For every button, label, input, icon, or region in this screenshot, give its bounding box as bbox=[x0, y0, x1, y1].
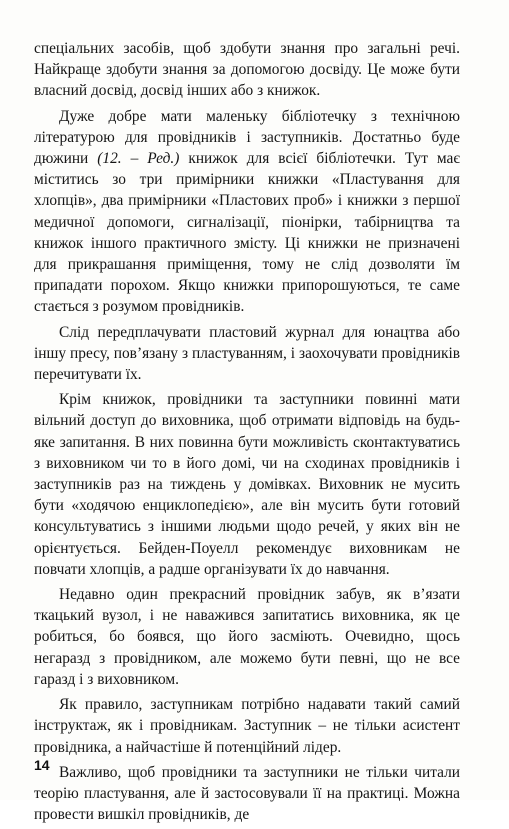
paragraph-5-text: Недавно один прекрасний провідник забув, як в’язати ткацький вузол, і не наважився запитатись виховника, як це робиться, бо боявся, що його засміють. Очевидно, щось негаразд з провідником, але можемо бути певні, що не все гаразд і з виховником. bbox=[34, 586, 460, 688]
paragraph-2-text-end: книжок для всієї бібліотечки. Тут має міститись зо три примірники книжки «Пластування для хлопців», два примірники «Пластових проб» і книжки з першої медичної допомоги, сигналізації, піонірки, табірництва та книжок іншого практичного змісту. Ці книжки не призначені для прикрашання приміщення, тому не слід дозволяти їм припадати порохом. Якщо книжки припорошуються, те саме стається з розумом провідників. bbox=[34, 150, 460, 316]
paragraph-4-text: Крім книжок, провідники та заступники повинні мати вільний доступ до виховника, щоб отримати відповідь на будь-яке запитання. В них повинна бути можливість сконтактуватись з виховником чи то в його домі, чи на сходинах провідників і заступників раз на тиждень у домівках. Виховник не мусить бути «ходячою енциклопедією», але він мусить бути готовий консультуватись з іншими людьми щодо речей, у яких він не орієнтується. Бейден-Поуелл рекомендує виховникам не повчати хлопців, а радше організувати їх до навчання. bbox=[34, 391, 460, 578]
paragraph-7-text: Важливо, щоб провідники та заступники не тільки читали теорію пластування, але й застосовували її на практиці. Можна провести вишкіл провідників, де bbox=[34, 763, 460, 824]
paragraph-4 bbox=[34, 389, 460, 580]
paragraph-3 bbox=[34, 322, 460, 386]
paragraph-2 bbox=[34, 106, 460, 318]
paragraph-6 bbox=[34, 694, 460, 758]
paragraph-3-text: Слід передплачувати пластовий журнал для юнацтва або іншу пресу, пов’язану з пластуванням, і заохочувати провідників перечитувати їх. bbox=[34, 323, 460, 384]
body-text bbox=[34, 38, 460, 829]
paragraph-7 bbox=[34, 762, 460, 826]
paragraph-1-text: спеціальних засобів, щоб здобути знання про загальні речі. Найкраще здобути знання за допомогою досвіду. Це може бути власний досвід, досвід інших або з книжок. bbox=[34, 40, 460, 100]
paragraph-2-text-start: Дуже добре мати маленьку бібліотечку з технічною літературою для провідників і заступників. Достатньо буде дюжини bbox=[34, 107, 460, 168]
editor-note: (12. – Ред.) bbox=[97, 150, 180, 168]
paragraph-1 bbox=[34, 38, 460, 102]
paragraph-6-text: Як правило, заступникам потрібно надавати такий самий інструктаж, як і провідникам. Заступник – не тільки асистент провідника, а найчастіше й потенційний лідер. bbox=[34, 696, 460, 756]
paragraph-5 bbox=[34, 584, 460, 690]
page-number: 14 bbox=[34, 757, 50, 773]
